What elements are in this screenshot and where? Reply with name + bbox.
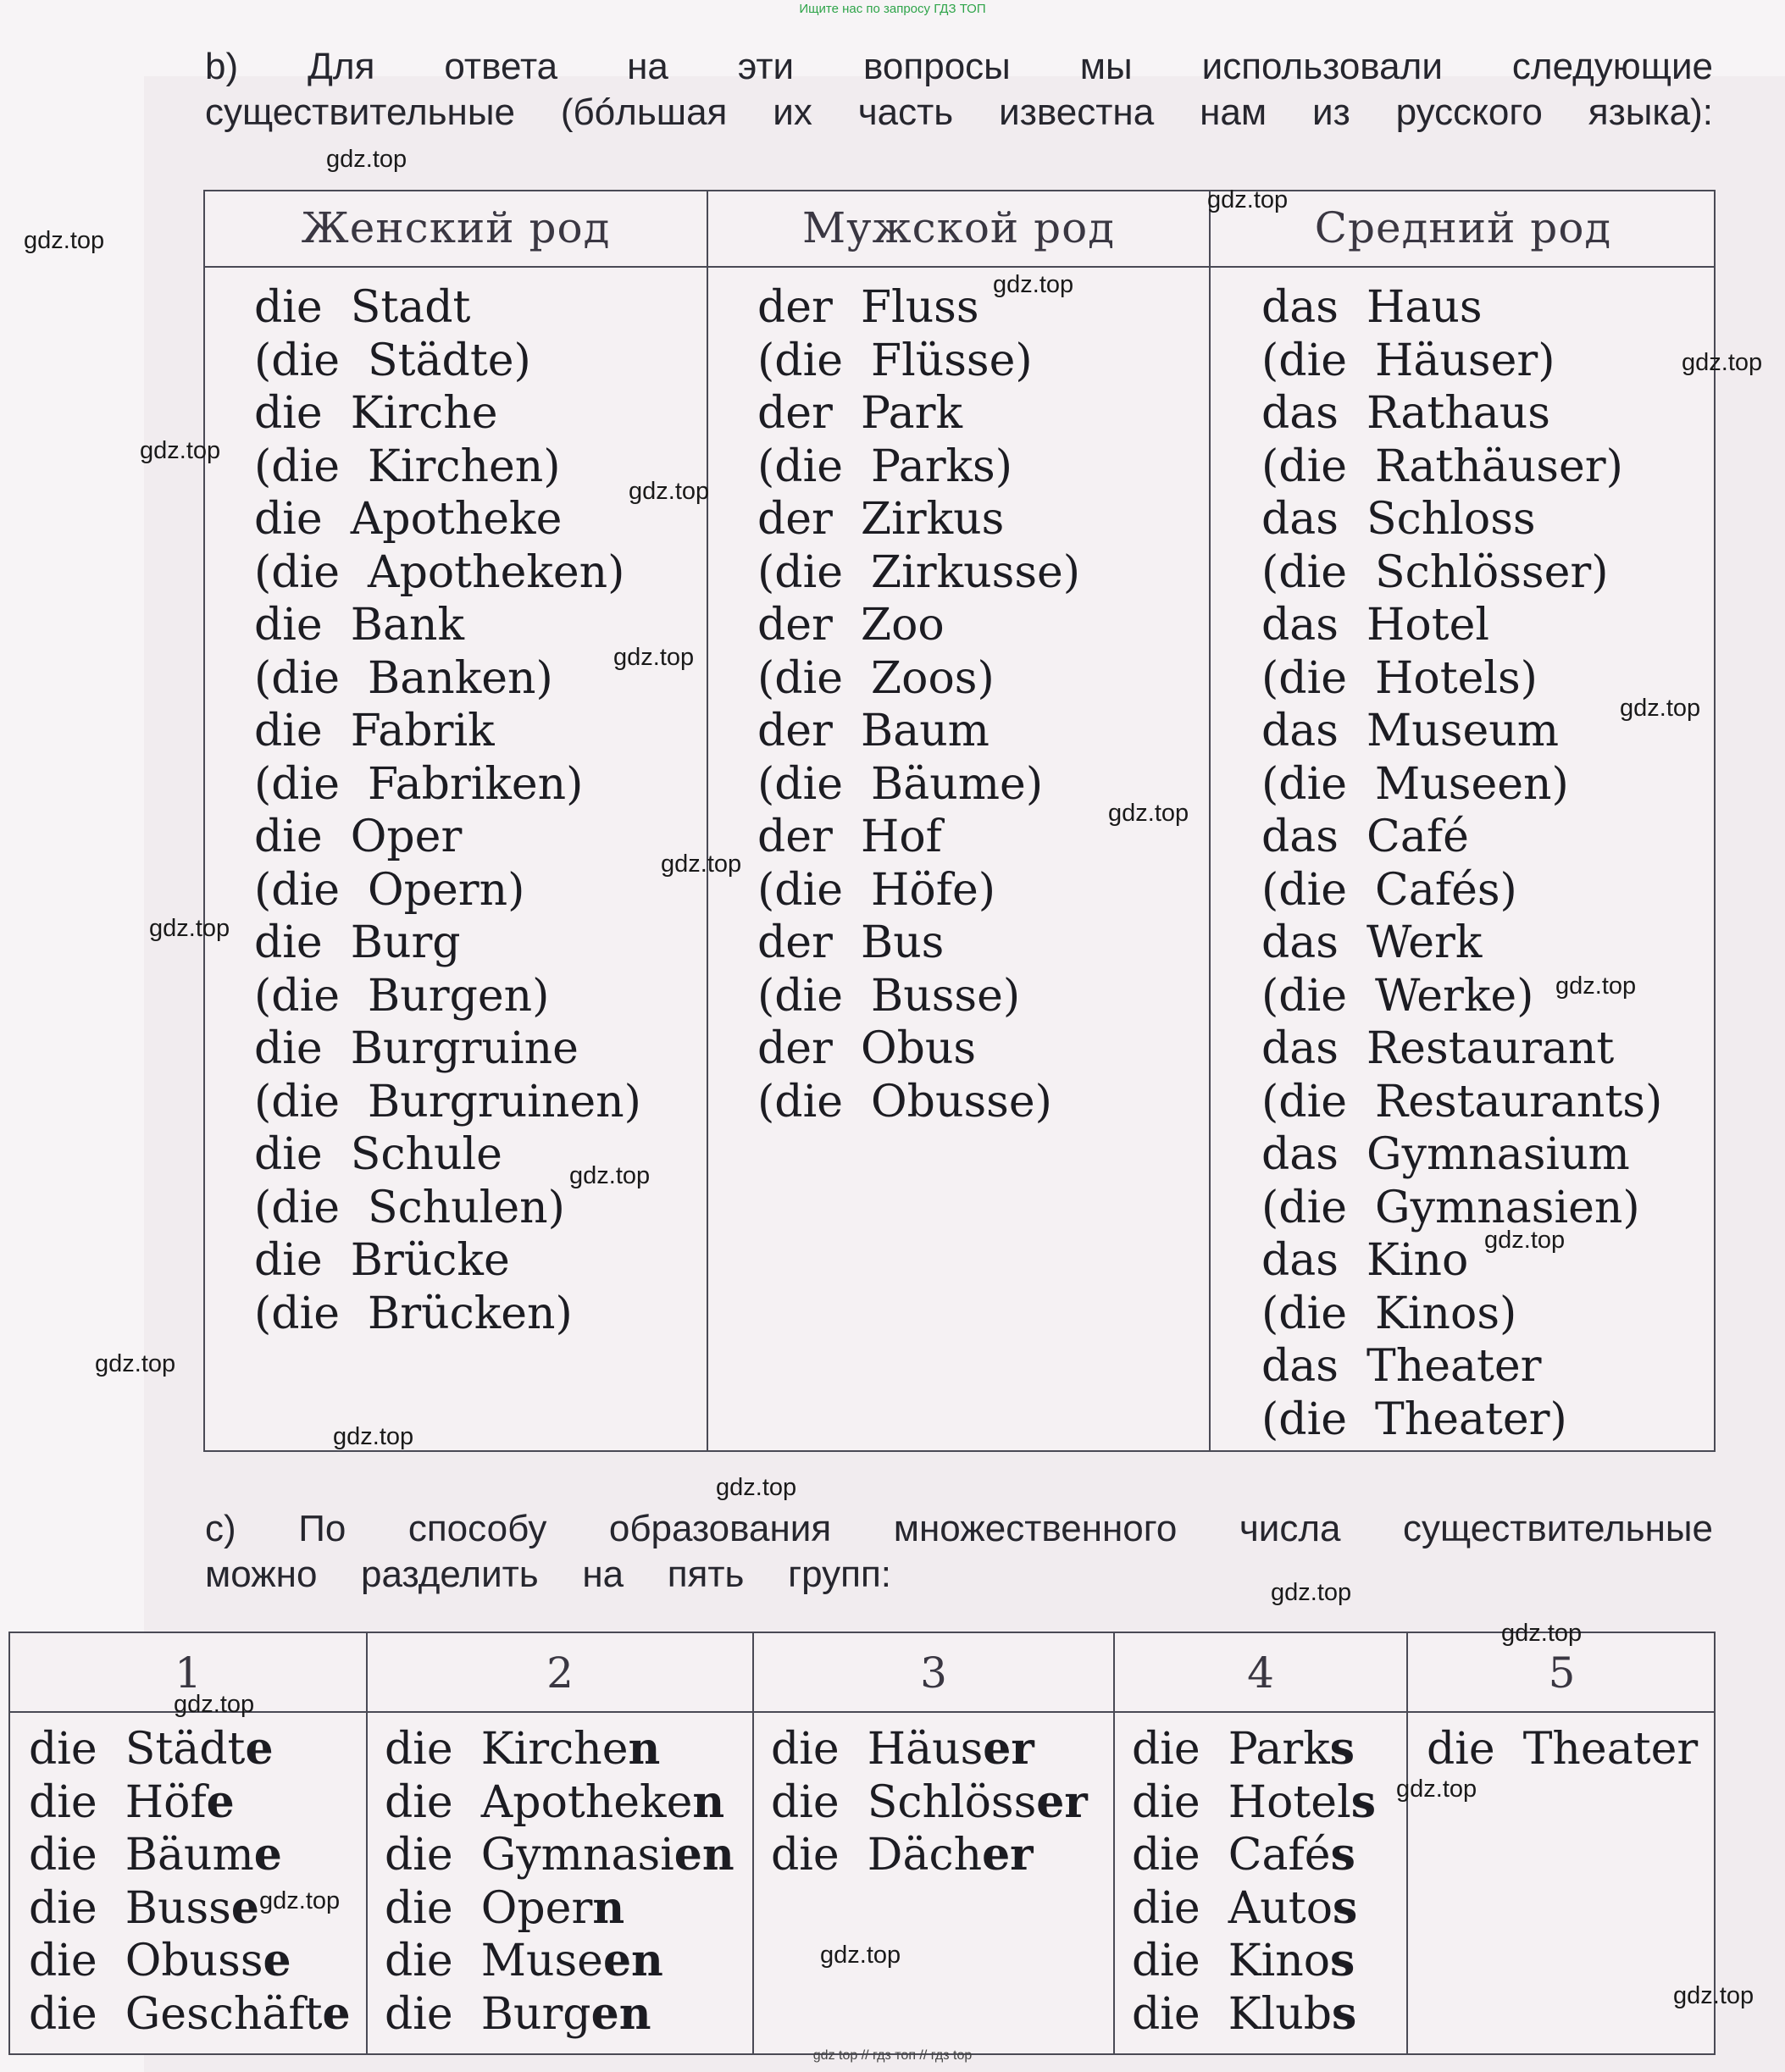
masculine-entry: der Park xyxy=(757,388,962,439)
plural-ending: s xyxy=(1330,1935,1355,1986)
neuter-entry: das Werk xyxy=(1261,917,1483,968)
feminine-entry: die Oper xyxy=(254,812,463,862)
group-3-word xyxy=(771,1829,1088,1882)
masculine-entry: (die Parks) xyxy=(757,440,1013,492)
group-1-word xyxy=(29,1723,351,1776)
word-stem: Buss xyxy=(125,1882,231,1934)
word-stem: Höf xyxy=(125,1776,207,1828)
neuter-entry: (die Hotels) xyxy=(1261,652,1538,704)
watermark: gdz.top xyxy=(326,146,407,173)
group-1-column xyxy=(29,1723,351,2041)
group-4-word xyxy=(1132,1829,1376,1882)
feminine-entry: (die Kirchen) xyxy=(254,440,561,492)
feminine-entry: die Kirche xyxy=(254,388,498,439)
group-4-word xyxy=(1132,1723,1376,1776)
group-1-word xyxy=(29,1776,351,1830)
masculine-entry: (die Flüsse) xyxy=(757,335,1033,386)
article: die xyxy=(29,1936,125,1986)
plural-ending: en xyxy=(602,1935,663,1986)
neuter-entry: das Restaurant xyxy=(1261,1023,1615,1074)
section-b-line-2: существительные (бóльшая их часть известна нам из русского языка): xyxy=(205,91,1713,133)
neuter-entry: (die Schlösser) xyxy=(1261,546,1609,598)
group-1-header: 1 xyxy=(175,1648,202,1698)
plural-ending: n xyxy=(628,1723,661,1775)
neuter-entry: (die Häuser) xyxy=(1261,335,1555,386)
plural-ending: s xyxy=(1332,1987,1357,2040)
group-2-word xyxy=(385,1776,735,1830)
group-2-word xyxy=(385,1829,735,1882)
plural-ending: e xyxy=(263,1935,291,1986)
group-3-column xyxy=(771,1723,1088,1882)
masculine-entry: der Zirkus xyxy=(757,494,1005,545)
watermark: gdz.top xyxy=(820,1942,901,1969)
watermark: gdz.top xyxy=(259,1887,341,1914)
group-1-word xyxy=(29,1829,351,1882)
plural-ending: en xyxy=(590,1987,651,2040)
word-stem: Bäum xyxy=(125,1830,254,1881)
article: die xyxy=(771,1776,868,1828)
group-1-word xyxy=(29,1988,351,2042)
watermark: gdz.top xyxy=(1555,972,1637,1000)
feminine-entry: (die Opern) xyxy=(254,864,525,916)
watermark: gdz.top xyxy=(1484,1227,1566,1254)
section-c-line-1: c) По способу образования множественного числа существительные xyxy=(205,1508,1713,1549)
group-4-word xyxy=(1132,1988,1376,2042)
word-stem: Muse xyxy=(480,1936,603,1986)
word-stem: Klub xyxy=(1228,1988,1333,2040)
word-stem: Auto xyxy=(1228,1882,1333,1934)
article: die xyxy=(1427,1724,1523,1775)
plural-groups-table xyxy=(8,1632,1716,2055)
word-stem: Schlöss xyxy=(867,1776,1037,1828)
word-stem: Kirche xyxy=(480,1724,629,1775)
article: die xyxy=(1132,1724,1228,1775)
neuter-entry: das Hotel xyxy=(1261,600,1489,651)
watermark: gdz.top xyxy=(1207,186,1289,213)
neuter-entry: (die Werke) xyxy=(1261,970,1534,1022)
watermark: gdz.top xyxy=(1682,349,1763,376)
neuter-entry: das Museum xyxy=(1261,706,1560,756)
article: die xyxy=(29,1988,125,2040)
masculine-entry: der Bus xyxy=(757,917,945,968)
word-stem: Hotel xyxy=(1228,1776,1351,1828)
group-3-word xyxy=(771,1723,1088,1776)
plural-ending: e xyxy=(206,1776,235,1828)
word-stem: Theater xyxy=(1522,1724,1699,1775)
article: die xyxy=(385,1936,481,1986)
masculine-entry: der Zoo xyxy=(757,600,945,651)
article: die xyxy=(385,1988,481,2040)
group-1-word xyxy=(29,1935,351,1988)
group-4-word xyxy=(1132,1935,1376,1988)
article: die xyxy=(385,1724,481,1775)
feminine-entry: die Apotheke xyxy=(254,494,563,545)
group-4-word xyxy=(1132,1882,1376,1936)
watermark: gdz.top xyxy=(140,437,221,464)
neuter-entry: (die Gymnasien) xyxy=(1261,1182,1640,1233)
article: die xyxy=(385,1776,481,1828)
plural-ending: er xyxy=(1036,1776,1088,1828)
feminine-entry: die Burgruine xyxy=(254,1023,579,1074)
group-2-word xyxy=(385,1723,735,1776)
article: die xyxy=(385,1882,481,1934)
watermark: gdz.top xyxy=(95,1350,176,1377)
group-5-word xyxy=(1427,1723,1698,1776)
watermark: gdz.top xyxy=(174,1691,255,1718)
watermark: gdz.top xyxy=(1396,1776,1477,1803)
word-stem: Geschäft xyxy=(125,1988,323,2040)
word-stem: Häus xyxy=(867,1724,984,1775)
feminine-entry: (die Burgruinen) xyxy=(254,1076,641,1127)
neuter-entry: das Schloss xyxy=(1261,494,1536,545)
plural-ending: e xyxy=(322,1987,351,2040)
feminine-entry: (die Brücken) xyxy=(254,1288,573,1339)
gender-table xyxy=(203,190,1716,1452)
group-3-word xyxy=(771,1776,1088,1830)
column-divider xyxy=(1209,191,1211,1450)
neuter-entry: das Theater xyxy=(1261,1341,1542,1392)
plural-ending: n xyxy=(692,1776,725,1828)
header-neuter: Средний род xyxy=(1314,203,1612,252)
article: die xyxy=(29,1830,125,1881)
watermark: gdz.top xyxy=(716,1474,797,1501)
neuter-entry: (die Theater) xyxy=(1261,1393,1567,1445)
feminine-entry: (die Apotheken) xyxy=(254,546,625,598)
header-masculine: Мужской род xyxy=(801,203,1116,252)
plural-ending: s xyxy=(1333,1881,1358,1934)
feminine-entry: (die Schulen) xyxy=(254,1182,565,1233)
section-c-line-2: можно разделить на пять групп: xyxy=(205,1554,891,1595)
article: die xyxy=(1132,1830,1228,1881)
neuter-entry: das Rathaus xyxy=(1261,388,1550,439)
plural-ending: en xyxy=(674,1829,735,1881)
masculine-entry: der Baum xyxy=(757,706,990,756)
group-5-column xyxy=(1427,1723,1698,1776)
masculine-entry: (die Höfe) xyxy=(757,864,995,916)
watermark: gdz.top xyxy=(333,1423,414,1450)
group-2-column xyxy=(385,1723,735,2041)
masculine-entry: (die Obusse) xyxy=(757,1076,1052,1127)
feminine-entry: (die Banken) xyxy=(254,652,553,704)
neuter-entry: das Café xyxy=(1261,812,1469,862)
watermark: gdz.top xyxy=(24,227,105,254)
word-stem: Park xyxy=(1228,1724,1330,1775)
group-4-word xyxy=(1132,1776,1376,1830)
masculine-entry: (die Bäume) xyxy=(757,758,1044,810)
watermark: gdz.top xyxy=(1271,1579,1352,1606)
feminine-entry: die Stadt xyxy=(254,282,471,333)
neuter-entry: (die Cafés) xyxy=(1261,864,1517,916)
column-divider xyxy=(707,191,708,1450)
neuter-entry: (die Rathäuser) xyxy=(1261,440,1623,492)
feminine-entry: die Fabrik xyxy=(254,706,495,756)
feminine-entry: die Brücke xyxy=(254,1235,510,1286)
group-2-word xyxy=(385,1988,735,2042)
word-stem: Gymnasi xyxy=(480,1830,674,1881)
masculine-entry: der Hof xyxy=(757,812,942,862)
masculine-entry: (die Busse) xyxy=(757,970,1021,1022)
watermark: gdz.top xyxy=(1108,800,1189,827)
neuter-entry: das Kino xyxy=(1261,1235,1469,1286)
plural-ending: s xyxy=(1329,1723,1355,1775)
word-stem: Kino xyxy=(1228,1936,1331,1986)
article: die xyxy=(1132,1882,1228,1934)
article: die xyxy=(1132,1988,1228,2040)
article: die xyxy=(29,1724,125,1775)
feminine-entry: (die Fabriken) xyxy=(254,758,584,810)
watermark: gdz.top xyxy=(1501,1620,1583,1647)
neuter-entry: (die Restaurants) xyxy=(1261,1076,1663,1127)
article: die xyxy=(29,1882,125,1934)
word-stem: Däch xyxy=(867,1830,983,1881)
header-feminine: Женский род xyxy=(301,203,611,252)
section-b-line-1: b) Для ответа на эти вопросы мы использовали следующие xyxy=(205,46,1713,87)
group-4-header: 4 xyxy=(1247,1648,1274,1698)
masculine-entry: (die Zoos) xyxy=(757,652,995,704)
plural-ending: er xyxy=(983,1723,1034,1775)
watermark: gdz.top xyxy=(149,915,230,942)
feminine-entry: (die Burgen) xyxy=(254,970,550,1022)
neuter-entry: das Haus xyxy=(1261,282,1483,333)
plural-ending: e xyxy=(230,1881,259,1934)
word-stem: Café xyxy=(1228,1830,1331,1881)
neuter-entry: (die Museen) xyxy=(1261,758,1569,810)
plural-ending: e xyxy=(253,1829,282,1881)
feminine-entry: die Schule xyxy=(254,1129,502,1180)
plural-ending: n xyxy=(592,1881,625,1934)
feminine-entry: (die Städte) xyxy=(254,335,531,386)
group-4-column xyxy=(1132,1723,1376,2041)
article: die xyxy=(1132,1776,1228,1828)
article: die xyxy=(771,1724,868,1775)
group-2-word xyxy=(385,1882,735,1936)
masculine-entry: der Obus xyxy=(757,1023,977,1074)
word-stem: Obuss xyxy=(125,1936,263,1986)
watermark: gdz.top xyxy=(613,644,695,671)
group-2-header: 2 xyxy=(546,1648,574,1698)
masculine-column xyxy=(757,281,1080,1128)
bottom-banner[interactable]: gdz top // гдз топ // гдз top xyxy=(812,2048,973,2063)
word-stem: Apotheke xyxy=(480,1776,693,1828)
watermark: gdz.top xyxy=(1620,695,1701,722)
plural-ending: er xyxy=(982,1829,1034,1881)
plural-ending: s xyxy=(1350,1776,1376,1828)
article: die xyxy=(29,1776,125,1828)
neuter-entry: (die Kinos) xyxy=(1261,1288,1517,1339)
watermark: gdz.top xyxy=(629,478,710,505)
watermark: gdz.top xyxy=(993,271,1074,298)
watermark: gdz.top xyxy=(661,850,742,878)
neuter-entry: das Gymnasium xyxy=(1261,1129,1630,1180)
group-2-word xyxy=(385,1935,735,1988)
masculine-entry: (die Zirkusse) xyxy=(757,546,1081,598)
group-3-header: 3 xyxy=(920,1648,947,1698)
feminine-entry: die Burg xyxy=(254,917,461,968)
word-stem: Oper xyxy=(480,1882,593,1934)
masculine-entry: der Fluss xyxy=(757,282,979,333)
article: die xyxy=(771,1830,868,1881)
neuter-column xyxy=(1261,281,1662,1446)
article: die xyxy=(385,1830,481,1881)
feminine-entry: die Bank xyxy=(254,600,464,651)
word-stem: Städt xyxy=(125,1724,246,1775)
group-5-header: 5 xyxy=(1548,1648,1576,1698)
top-banner[interactable]: Ищите нас по запросу ГДЗ ТОП xyxy=(799,2,986,16)
plural-ending: e xyxy=(245,1723,274,1775)
article: die xyxy=(1132,1936,1228,1986)
watermark: gdz.top xyxy=(569,1162,651,1189)
word-stem: Burg xyxy=(480,1988,591,2040)
plural-ending: s xyxy=(1330,1829,1355,1881)
watermark: gdz.top xyxy=(1673,1982,1755,2009)
